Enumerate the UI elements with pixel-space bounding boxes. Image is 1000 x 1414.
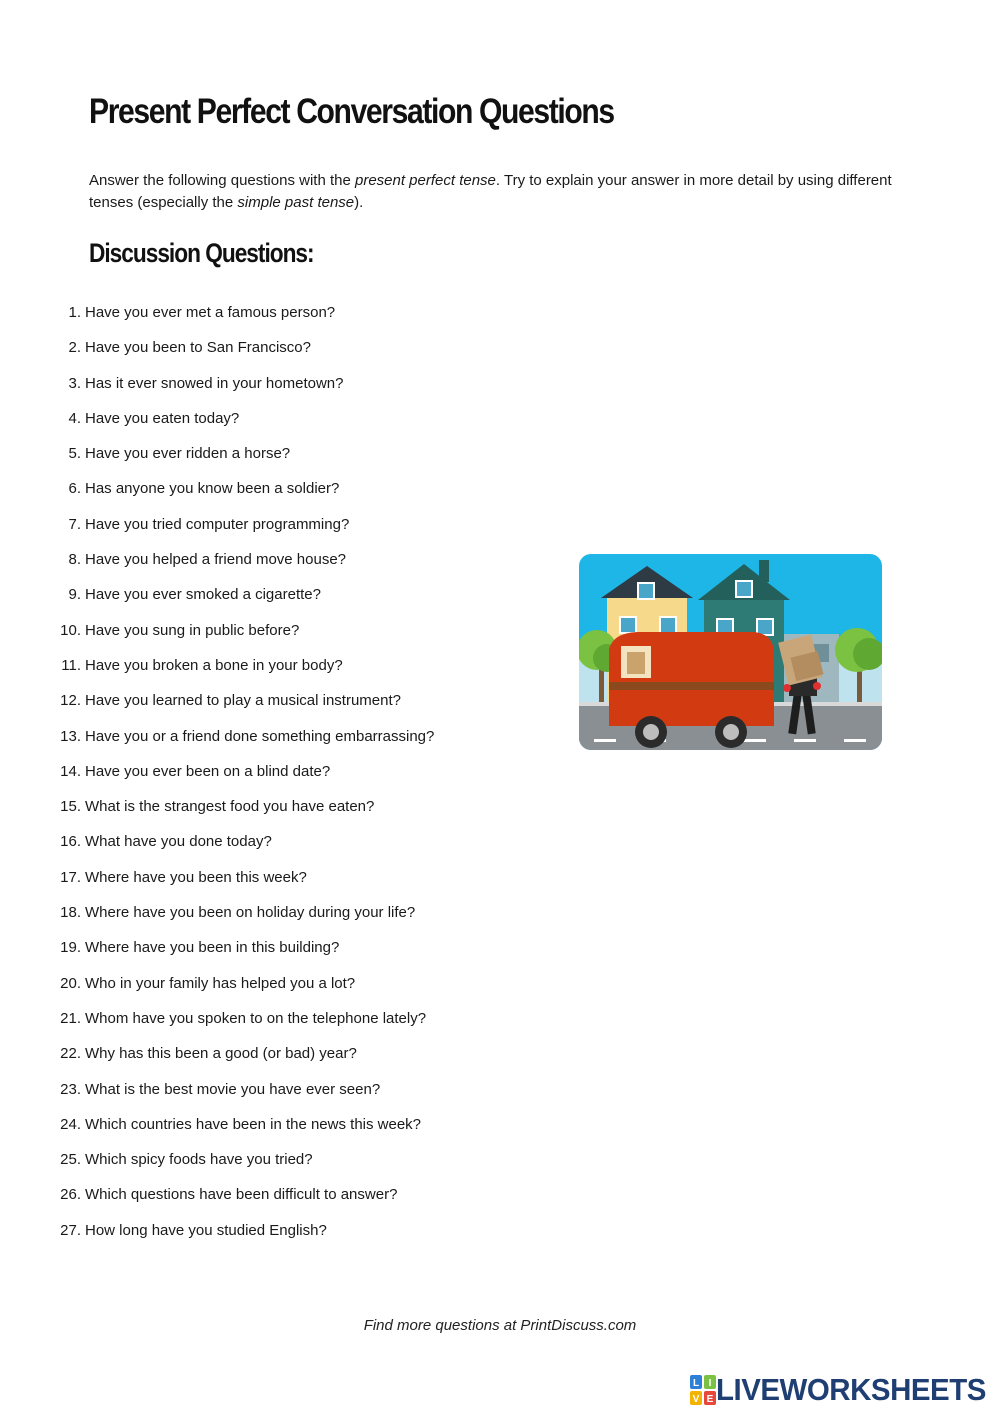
question-number: 16. <box>60 833 81 851</box>
logo-letter-e: E <box>706 1394 714 1405</box>
question-item <box>0 830 560 865</box>
question-item <box>0 795 560 830</box>
question-number: 1. <box>68 304 81 321</box>
question-item <box>0 689 560 724</box>
question-text: Have you or a friend done something embarrassing? <box>85 727 435 745</box>
question-number: 6. <box>68 480 81 498</box>
question-item <box>0 725 560 760</box>
liveworksheets-logo-icon <box>690 1375 716 1405</box>
liveworksheets-logo <box>690 1372 1000 1408</box>
question-item <box>0 1007 560 1042</box>
question-item <box>0 654 560 689</box>
question-text: Have you ever met a famous person? <box>85 304 336 321</box>
question-number: 4. <box>68 409 81 427</box>
question-text: Has anyone you know been a soldier? <box>85 480 340 498</box>
question-text: Have you helped a friend move house? <box>85 551 347 569</box>
intro-emphasis-1: present perfect tense <box>354 172 496 189</box>
question-text: Have you ever smoked a cigarette? <box>85 586 321 604</box>
question-number: 10. <box>60 621 81 639</box>
question-text: Have you ever been on a blind date? <box>85 762 331 780</box>
intro-text-3: ). <box>354 194 364 211</box>
intro-emphasis-2: simple past tense <box>237 194 355 211</box>
question-text: What have you done today? <box>85 833 272 851</box>
question-number: 23. <box>60 1080 81 1098</box>
question-text: Who in your family has helped you a lot? <box>85 974 356 992</box>
question-number: 27. <box>60 1221 81 1239</box>
question-text: Have you sung in public before? <box>85 621 300 639</box>
question-item <box>0 442 560 477</box>
question-item <box>0 1183 560 1218</box>
question-number: 20. <box>60 974 81 992</box>
intro-text-1: Answer the following questions with the <box>89 172 355 189</box>
question-item <box>0 372 560 407</box>
question-item <box>0 901 560 936</box>
moving-van-illustration <box>579 554 882 750</box>
question-text: Whom have you spoken to on the telephone lately? <box>85 1009 427 1027</box>
question-item <box>0 1042 560 1077</box>
question-item <box>0 1113 560 1148</box>
question-number: 26. <box>60 1186 81 1204</box>
section-heading: Discussion Questions: <box>89 238 314 268</box>
question-item <box>0 1078 560 1113</box>
question-item <box>0 936 560 971</box>
question-text: Have you broken a bone in your body? <box>85 656 343 674</box>
question-text: Where have you been on holiday during your life? <box>85 904 416 922</box>
question-number: 15. <box>60 798 81 816</box>
question-number: 8. <box>68 551 81 569</box>
question-number: 22. <box>60 1045 81 1063</box>
question-number: 7. <box>68 515 81 533</box>
intro-paragraph <box>89 170 909 214</box>
question-text: Which countries have been in the news this week? <box>85 1115 422 1133</box>
question-text: Have you tried computer programming? <box>85 515 350 533</box>
brand-name: LIVEWORKSHEETS <box>716 1372 986 1407</box>
question-text: Have you been to San Francisco? <box>85 339 311 357</box>
intro-text-2: . Try to explain your answer in more detail by using different tenses (especially the <box>89 172 892 211</box>
logo-letter-i: I <box>708 1378 712 1389</box>
question-number: 14. <box>60 762 81 780</box>
question-item <box>0 407 560 442</box>
question-number: 3. <box>68 374 81 392</box>
question-number: 11. <box>61 656 81 674</box>
question-number: 21. <box>60 1009 81 1027</box>
question-number: 12. <box>60 692 81 710</box>
footer-note: Find more questions at PrintDiscuss.com <box>363 1317 637 1334</box>
question-number: 2. <box>68 339 81 357</box>
question-number: 25. <box>60 1151 81 1169</box>
question-text: Have you ever ridden a horse? <box>85 445 291 463</box>
question-item <box>0 548 560 583</box>
question-number: 24. <box>60 1115 81 1133</box>
question-item <box>0 760 560 795</box>
question-text: Which questions have been difficult to answer? <box>85 1186 398 1204</box>
question-number: 18. <box>60 904 81 922</box>
question-text: Why has this been a good (or bad) year? <box>85 1045 357 1063</box>
question-item <box>0 866 560 901</box>
question-text: Where have you been in this building? <box>85 939 340 957</box>
question-item <box>0 1148 560 1183</box>
question-item <box>0 301 560 336</box>
question-list <box>0 301 560 1254</box>
question-number: 17. <box>60 868 81 886</box>
question-text: Has it ever snowed in your hometown? <box>85 374 344 392</box>
question-text: Which spicy foods have you tried? <box>85 1151 313 1169</box>
question-number: 13. <box>60 727 81 745</box>
page-title: Present Perfect Conversation Questions <box>89 92 614 131</box>
question-item <box>0 1219 560 1254</box>
question-item <box>0 336 560 371</box>
question-item <box>0 583 560 618</box>
question-item <box>0 513 560 548</box>
question-text: Have you learned to play a musical instrument? <box>85 692 401 710</box>
question-number: 9. <box>68 586 81 604</box>
question-item <box>0 972 560 1007</box>
logo-letter-l: L <box>692 1378 700 1389</box>
question-text: Where have you been this week? <box>85 868 307 886</box>
logo-letter-v: V <box>692 1394 700 1405</box>
question-text: What is the strangest food you have eaten? <box>85 798 375 816</box>
question-text: What is the best movie you have ever seen? <box>85 1080 381 1098</box>
question-number: 19. <box>60 939 81 957</box>
question-item <box>0 619 560 654</box>
question-number: 5. <box>68 445 81 463</box>
question-item <box>0 477 560 512</box>
question-text: Have you eaten today? <box>85 409 240 427</box>
moving-van-icon <box>579 554 882 750</box>
question-text: How long have you studied English? <box>85 1221 327 1239</box>
